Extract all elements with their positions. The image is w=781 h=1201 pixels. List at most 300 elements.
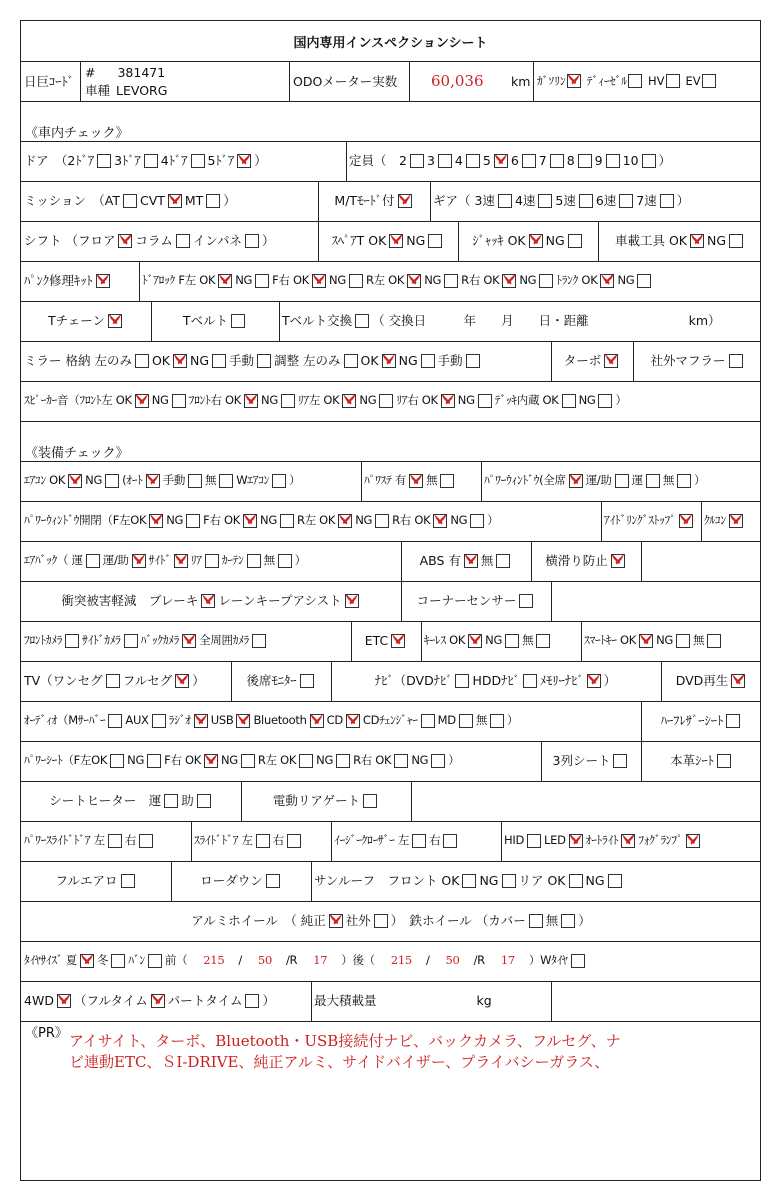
mirror-checkbox[interactable] <box>257 354 271 368</box>
field-mt-mode <box>321 182 428 220</box>
power-seat-checkbox[interactable] <box>394 754 408 768</box>
fuel-label: EV <box>685 74 701 88</box>
field-label: リア OK <box>518 872 566 888</box>
aircon-checkbox[interactable] <box>272 474 286 488</box>
aircon-checkbox[interactable] <box>219 474 233 488</box>
shift-checkbox[interactable] <box>245 234 259 248</box>
field-label: 後席ﾓﾆﾀｰ <box>246 672 297 688</box>
field-turbo <box>554 342 631 380</box>
field-label: NG <box>329 273 346 288</box>
field-t-belt <box>154 302 277 340</box>
field-label: 無 <box>692 633 705 648</box>
field-label: ｸﾙｺﾝ <box>704 513 726 528</box>
field-label: ） <box>507 713 519 728</box>
puncture-checkbox[interactable] <box>96 274 110 288</box>
tools-checkbox[interactable] <box>690 234 704 248</box>
section-pr: 《PR》 <box>25 1025 68 1041</box>
field-label: 無 <box>475 713 488 728</box>
slide-checkbox[interactable] <box>287 834 301 848</box>
field-keyless <box>424 622 579 660</box>
field-label: 9 <box>594 152 603 168</box>
field-shift <box>24 222 316 260</box>
power-window-checkbox[interactable] <box>615 474 629 488</box>
field-heater <box>24 782 239 820</box>
field-label: NG <box>235 273 253 288</box>
field-label: ｵｰﾄﾗｲﾄ <box>585 833 619 848</box>
keyless-checkbox[interactable] <box>505 634 519 648</box>
field-label: 5 <box>482 152 491 168</box>
door-lock-checkbox[interactable] <box>349 274 363 288</box>
field-full-aero <box>24 862 169 900</box>
airbag-checkbox[interactable] <box>247 554 261 568</box>
field-label: 無 <box>662 473 675 488</box>
doors-checkbox[interactable] <box>144 154 158 168</box>
door-lock-checkbox[interactable] <box>218 274 232 288</box>
speaker-checkbox[interactable] <box>281 394 295 408</box>
field-label: NG <box>261 393 278 408</box>
field-navi <box>334 662 659 700</box>
tire-checkbox[interactable] <box>80 954 94 968</box>
pw-open-checkbox[interactable] <box>280 514 294 528</box>
field-third-row <box>544 742 639 780</box>
wheels-checkbox[interactable] <box>561 914 575 928</box>
field-skid <box>534 542 639 580</box>
pw-open-checkbox[interactable] <box>186 514 200 528</box>
door-lock-checkbox[interactable] <box>312 274 326 288</box>
shift-checkbox[interactable] <box>176 234 190 248</box>
door-lock-checkbox[interactable] <box>539 274 553 288</box>
tv-checkbox[interactable] <box>106 674 120 688</box>
field-gear <box>433 182 760 220</box>
mirror-checkbox[interactable] <box>212 354 226 368</box>
tire-checkbox[interactable] <box>111 954 125 968</box>
field-t-belt-change <box>282 302 760 340</box>
audio-checkbox[interactable] <box>346 714 360 728</box>
field-label: ﾊﾟﾜｰｳｨﾝﾄﾞｳ開閉（F左OK <box>24 513 147 528</box>
field-label: 車載工具 OK <box>614 232 687 248</box>
field-label: ） <box>448 753 460 768</box>
audio-checkbox[interactable] <box>490 714 504 728</box>
field-label: ） <box>658 152 672 168</box>
power-seat-checkbox[interactable] <box>241 754 255 768</box>
field-seats <box>349 142 760 180</box>
airbag-checkbox[interactable] <box>278 554 292 568</box>
audio-checkbox[interactable] <box>459 714 473 728</box>
muffler-checkbox[interactable] <box>729 354 743 368</box>
pw-open-checkbox[interactable] <box>149 514 163 528</box>
field-label: OK <box>151 352 170 368</box>
power-steer-checkbox[interactable] <box>440 474 454 488</box>
sunroof-checkbox[interactable] <box>502 874 516 888</box>
field-label: ） <box>262 992 275 1008</box>
tire-size-value: 17 <box>313 953 328 968</box>
half-leather-checkbox[interactable] <box>726 714 740 728</box>
field-label: 定員（ 2 <box>349 152 407 168</box>
field-label: R右 OK <box>461 273 500 288</box>
power-slide-checkbox[interactable] <box>108 834 122 848</box>
field-label: ﾄﾞｱﾛｯｸ F左 OK <box>142 273 216 288</box>
field-etc <box>354 622 419 660</box>
smartkey-checkbox[interactable] <box>676 634 690 648</box>
smartkey-checkbox[interactable] <box>707 634 721 648</box>
leather-checkbox[interactable] <box>717 754 731 768</box>
mission-checkbox[interactable] <box>168 194 182 208</box>
door-lock-checkbox[interactable] <box>407 274 421 288</box>
rear-monitor-checkbox[interactable] <box>300 674 314 688</box>
smartkey-checkbox[interactable] <box>639 634 653 648</box>
fuel-checkbox[interactable] <box>628 74 642 88</box>
full-aero-checkbox[interactable] <box>121 874 135 888</box>
field-label: 前（ <box>164 953 188 968</box>
field-label: （フルタイム <box>73 992 148 1008</box>
field-mission <box>24 182 316 220</box>
field-jack <box>461 222 596 260</box>
easy-closer-checkbox[interactable] <box>412 834 426 848</box>
field-mirror <box>24 342 549 380</box>
field-label: NG <box>398 352 418 368</box>
heater-checkbox[interactable] <box>164 794 178 808</box>
pw-open-checkbox[interactable] <box>243 514 257 528</box>
slide-checkbox[interactable] <box>256 834 270 848</box>
seats-checkbox[interactable] <box>410 154 424 168</box>
etc-checkbox[interactable] <box>391 634 405 648</box>
field-label: NG <box>190 352 210 368</box>
jack-checkbox[interactable] <box>568 234 582 248</box>
odo-unit: km <box>511 73 531 89</box>
gear-checkbox[interactable] <box>579 194 593 208</box>
power-seat-checkbox[interactable] <box>431 754 445 768</box>
field-pw-open <box>24 502 599 540</box>
field-label: NG <box>355 513 373 528</box>
skid-checkbox[interactable] <box>611 554 625 568</box>
lights-checkbox[interactable] <box>527 834 541 848</box>
field-label: 無 <box>522 633 534 648</box>
abs-checkbox[interactable] <box>496 554 510 568</box>
speaker-checkbox[interactable] <box>342 394 356 408</box>
gear-checkbox[interactable] <box>538 194 552 208</box>
field-label: Bluetooth <box>253 713 307 728</box>
field-label: 運/助 <box>102 553 129 568</box>
camera-checkbox[interactable] <box>65 634 79 648</box>
tire-size-value: 17 <box>500 953 515 968</box>
field-label: ） <box>192 672 205 688</box>
door-lock-checkbox[interactable] <box>255 274 269 288</box>
field-label: NG <box>424 273 442 288</box>
mirror-checkbox[interactable] <box>344 354 358 368</box>
doors-checkbox[interactable] <box>191 154 205 168</box>
field-label: コラム <box>135 232 173 248</box>
field-label: 社外 <box>345 912 371 928</box>
speaker-checkbox[interactable] <box>562 394 576 408</box>
camera-checkbox[interactable] <box>252 634 266 648</box>
field-power-window <box>484 462 760 500</box>
navi-checkbox[interactable] <box>455 674 469 688</box>
field-label: R右 OK <box>392 513 431 528</box>
field-label: 8 <box>566 152 575 168</box>
field-label: ﾃﾞｯｷ内蔵 OK <box>494 393 559 408</box>
mt-mode-checkbox[interactable] <box>398 194 412 208</box>
field-label: 3列シート <box>552 752 611 768</box>
lights-checkbox[interactable] <box>621 834 635 848</box>
audio-checkbox[interactable] <box>421 714 435 728</box>
power-seat-checkbox[interactable] <box>299 754 313 768</box>
field-slide <box>194 822 329 860</box>
field-label: CD <box>326 713 343 728</box>
wheels-checkbox[interactable] <box>329 914 343 928</box>
audio-checkbox[interactable] <box>310 714 324 728</box>
audio-checkbox[interactable] <box>236 714 250 728</box>
field-label: 7速 <box>636 192 657 208</box>
tire-checkbox[interactable] <box>571 954 585 968</box>
power-seat-checkbox[interactable] <box>204 754 218 768</box>
camera-checkbox[interactable] <box>182 634 196 648</box>
field-speaker <box>24 382 760 420</box>
field-label: ﾘｱ <box>190 553 202 568</box>
field-label: ﾊﾞﾝ <box>128 953 145 968</box>
aircon-checkbox[interactable] <box>68 474 82 488</box>
field-label: 運 <box>631 473 643 488</box>
spare-checkbox[interactable] <box>428 234 442 248</box>
field-label: Tベルト <box>182 312 229 328</box>
turbo-checkbox[interactable] <box>604 354 618 368</box>
field-label: ﾊﾟﾜｰｽﾗｲﾄﾞﾄﾞｱ 左 <box>24 833 105 848</box>
corner-checkbox[interactable] <box>519 594 533 608</box>
jack-checkbox[interactable] <box>529 234 543 248</box>
navi-checkbox[interactable] <box>523 674 537 688</box>
field-label: パートタイム <box>167 992 243 1008</box>
aircon-checkbox[interactable] <box>146 474 160 488</box>
sunroof-checkbox[interactable] <box>608 874 622 888</box>
tv-checkbox[interactable] <box>175 674 189 688</box>
power-steer-checkbox[interactable] <box>409 474 423 488</box>
abs-checkbox[interactable] <box>464 554 478 568</box>
field-label: 調整 左のみ <box>274 352 341 368</box>
field-label: ギア（ 3速 <box>433 192 495 208</box>
field-label: NG <box>617 273 635 288</box>
doors-checkbox[interactable] <box>237 154 251 168</box>
airbag-checkbox[interactable] <box>174 554 188 568</box>
airbag-checkbox[interactable] <box>205 554 219 568</box>
field-door-lock <box>142 262 760 300</box>
field-label: NG <box>260 513 277 528</box>
t-chain-checkbox[interactable] <box>108 314 122 328</box>
field-label: 無 <box>426 473 438 488</box>
mission-checkbox[interactable] <box>123 194 137 208</box>
third-row-checkbox[interactable] <box>613 754 627 768</box>
field-tools <box>601 222 760 260</box>
field-label: ） <box>262 232 275 248</box>
field-label: ｲｰｼﾞｰｸﾛｰｻﾞｰ 左 <box>334 833 410 848</box>
field-label: /R <box>285 953 298 968</box>
gear-checkbox[interactable] <box>498 194 512 208</box>
tire-size-value: 50 <box>257 953 272 968</box>
seats-checkbox[interactable] <box>522 154 536 168</box>
seats-checkbox[interactable] <box>550 154 564 168</box>
fourwd-checkbox[interactable] <box>151 994 165 1008</box>
field-label: ｻｲﾄﾞ <box>148 553 171 568</box>
field-label: NG <box>578 393 596 408</box>
number-label: # <box>85 64 96 80</box>
tire-checkbox[interactable] <box>148 954 162 968</box>
spare-checkbox[interactable] <box>389 234 403 248</box>
power-slide-checkbox[interactable] <box>139 834 153 848</box>
field-label: ） <box>676 192 690 208</box>
easy-closer-checkbox[interactable] <box>443 834 457 848</box>
lowdown-checkbox[interactable] <box>266 874 280 888</box>
fuel-checkbox[interactable] <box>567 74 581 88</box>
fourwd-checkbox[interactable] <box>57 994 71 1008</box>
mirror-checkbox[interactable] <box>135 354 149 368</box>
heater-checkbox[interactable] <box>197 794 211 808</box>
field-rear-gate <box>244 782 409 820</box>
field-label: R右 OK <box>353 753 392 768</box>
mirror-checkbox[interactable] <box>466 354 480 368</box>
field-label: ﾌﾛﾝﾄ右 OK <box>188 393 242 408</box>
cruise-checkbox[interactable] <box>729 514 743 528</box>
navi-checkbox[interactable] <box>587 674 601 688</box>
seats-checkbox[interactable] <box>642 154 656 168</box>
mirror-checkbox[interactable] <box>421 354 435 368</box>
field-puncture <box>24 262 137 300</box>
mirror-checkbox[interactable] <box>173 354 187 368</box>
field-label: 最大積載量 kg <box>314 992 492 1008</box>
collision-checkbox[interactable] <box>201 594 215 608</box>
field-label: ） <box>578 912 591 928</box>
wheels-checkbox[interactable] <box>374 914 388 928</box>
field-airbag <box>24 542 399 580</box>
mirror-checkbox[interactable] <box>382 354 396 368</box>
speaker-checkbox[interactable] <box>135 394 149 408</box>
seats-checkbox[interactable] <box>606 154 620 168</box>
field-rear-monitor <box>234 662 329 700</box>
power-seat-checkbox[interactable] <box>110 754 124 768</box>
gear-checkbox[interactable] <box>619 194 633 208</box>
shift-checkbox[interactable] <box>118 234 132 248</box>
field-label: フルセグ <box>122 672 173 688</box>
idling-checkbox[interactable] <box>679 514 693 528</box>
field-label: LED <box>544 833 566 848</box>
field-label: NG <box>316 753 334 768</box>
speaker-checkbox[interactable] <box>478 394 492 408</box>
pw-open-checkbox[interactable] <box>338 514 352 528</box>
field-power-steer <box>364 462 479 500</box>
field-label: 無 <box>480 552 494 568</box>
power-seat-checkbox[interactable] <box>147 754 161 768</box>
camera-checkbox[interactable] <box>124 634 138 648</box>
field-label: ﾘｱ左 OK <box>297 393 340 408</box>
collision-checkbox[interactable] <box>345 594 359 608</box>
field-wheels <box>24 902 760 940</box>
rear-gate-checkbox[interactable] <box>363 794 377 808</box>
field-label: CDﾁｪﾝｼﾞｬｰ <box>362 713 418 728</box>
audio-checkbox[interactable] <box>108 714 122 728</box>
field-label: 助 <box>181 792 194 808</box>
field-label: ｼﾞｬｯｷ OK <box>472 232 526 248</box>
power-seat-checkbox[interactable] <box>336 754 350 768</box>
speaker-checkbox[interactable] <box>441 394 455 408</box>
keyless-checkbox[interactable] <box>468 634 482 648</box>
speaker-checkbox[interactable] <box>244 394 258 408</box>
door-lock-checkbox[interactable] <box>600 274 614 288</box>
seats-checkbox[interactable] <box>494 154 508 168</box>
field-label: 7 <box>538 152 547 168</box>
keyless-checkbox[interactable] <box>536 634 550 648</box>
field-label: ﾊﾟﾜｽﾃ 有 <box>364 473 407 488</box>
wheels-checkbox[interactable] <box>529 914 543 928</box>
code-label: 日巨ｺｰﾄﾞ <box>24 74 75 89</box>
power-window-checkbox[interactable] <box>646 474 660 488</box>
fourwd-checkbox[interactable] <box>245 994 259 1008</box>
field-label: シフト （フロア <box>24 232 116 248</box>
power-window-checkbox[interactable] <box>569 474 583 488</box>
mission-checkbox[interactable] <box>206 194 220 208</box>
field-label: 4速 <box>514 192 536 208</box>
field-load <box>314 982 549 1020</box>
power-window-checkbox[interactable] <box>677 474 691 488</box>
door-lock-checkbox[interactable] <box>444 274 458 288</box>
field-label: ）後（ <box>341 953 375 968</box>
seats-checkbox[interactable] <box>578 154 592 168</box>
field-label: R左 OK <box>257 753 297 768</box>
odo-value: 60,036 <box>431 72 484 90</box>
field-label: ｽﾋﾟｰｶｰ音（ﾌﾛﾝﾄ左 OK <box>24 393 132 408</box>
field-easy-closer <box>334 822 499 860</box>
field-label: /R <box>473 953 485 968</box>
audio-checkbox[interactable] <box>152 714 166 728</box>
field-label: ｷｰﾚｽ OK <box>424 633 466 648</box>
field-aircon <box>24 462 359 500</box>
door-lock-checkbox[interactable] <box>502 274 516 288</box>
dvd-checkbox[interactable] <box>731 674 745 688</box>
speaker-checkbox[interactable] <box>379 394 393 408</box>
field-label: NG <box>485 633 503 648</box>
fuel-checkbox[interactable] <box>666 74 680 88</box>
audio-checkbox[interactable] <box>194 714 208 728</box>
tools-checkbox[interactable] <box>729 234 743 248</box>
fuel-checkbox[interactable] <box>702 74 716 88</box>
seats-checkbox[interactable] <box>438 154 452 168</box>
door-lock-checkbox[interactable] <box>637 274 651 288</box>
t-belt-change-checkbox[interactable] <box>355 314 369 328</box>
sunroof-checkbox[interactable] <box>462 874 476 888</box>
airbag-checkbox[interactable] <box>132 554 146 568</box>
pw-open-checkbox[interactable] <box>375 514 389 528</box>
field-label: 4ﾄﾞｱ <box>160 152 188 168</box>
t-belt-checkbox[interactable] <box>231 314 245 328</box>
field-label: AUX <box>125 713 149 728</box>
sunroof-checkbox[interactable] <box>569 874 583 888</box>
field-label: NG <box>85 473 103 488</box>
lights-checkbox[interactable] <box>569 834 583 848</box>
field-label: ﾊﾟﾜｰｼｰﾄ（F左OK <box>24 753 108 768</box>
speaker-checkbox[interactable] <box>172 394 186 408</box>
field-label: 全周囲ｶﾒﾗ <box>199 633 250 648</box>
aircon-checkbox[interactable] <box>105 474 119 488</box>
fuel-label: ｶﾞｿﾘﾝ <box>537 74 566 88</box>
airbag-checkbox[interactable] <box>86 554 100 568</box>
pw-open-checkbox[interactable] <box>433 514 447 528</box>
doors-checkbox[interactable] <box>97 154 111 168</box>
gear-checkbox[interactable] <box>660 194 674 208</box>
aircon-checkbox[interactable] <box>188 474 202 488</box>
pw-open-checkbox[interactable] <box>470 514 484 528</box>
speaker-checkbox[interactable] <box>598 394 612 408</box>
lights-checkbox[interactable] <box>686 834 700 848</box>
field-label: サンルーフ フロント OK <box>314 872 460 888</box>
field-label: NG <box>166 513 184 528</box>
field-camera <box>24 622 349 660</box>
seats-checkbox[interactable] <box>466 154 480 168</box>
